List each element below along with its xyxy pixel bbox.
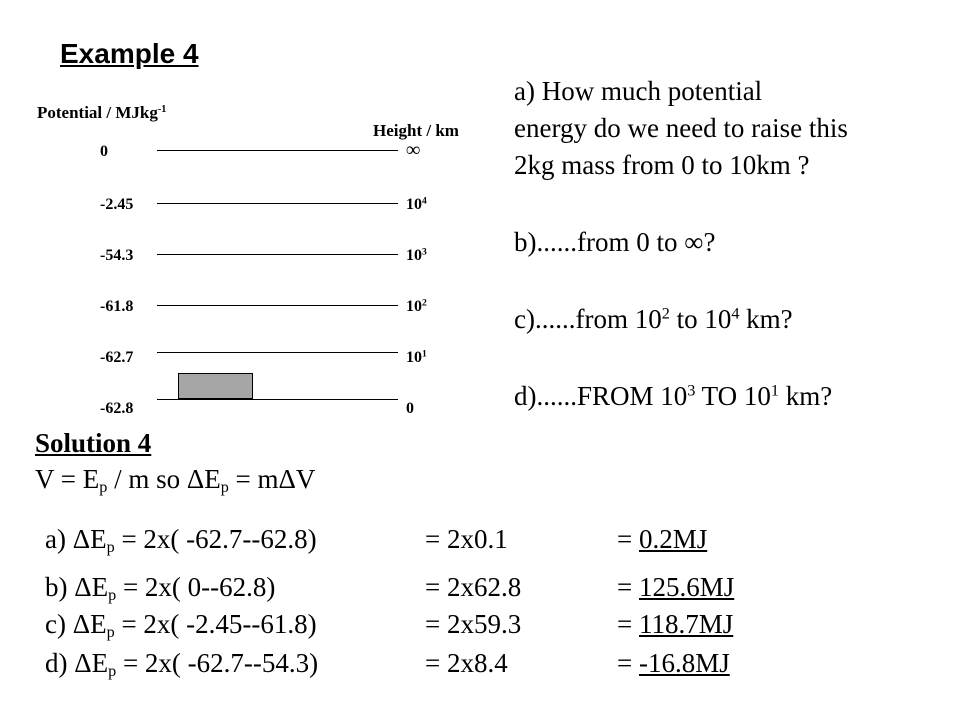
solution-answer-d: = -16.8MJ bbox=[617, 648, 730, 678]
level-line-1 bbox=[157, 203, 398, 204]
solution-answer-a: = 0.2MJ bbox=[617, 524, 708, 554]
level-line-5 bbox=[157, 399, 398, 400]
level-height-4: $10^1$ bbox=[406, 348, 427, 366]
level-height-3: $10^2$ bbox=[406, 297, 427, 315]
level-potential-0: 0 bbox=[100, 143, 108, 160]
question-a-line3: 2kg mass from 0 to 10km ? bbox=[514, 150, 810, 180]
mass-block bbox=[178, 373, 253, 399]
solution-answer-c: = 118.7MJ bbox=[617, 609, 734, 639]
level-line-0 bbox=[157, 150, 398, 151]
question-a-line1: a) How much potential bbox=[514, 76, 763, 106]
question-c: c)......from $10^2$ to $10^4$ km? bbox=[514, 304, 793, 334]
level-line-3 bbox=[157, 305, 398, 306]
solution-mid-a: = 2x0.1 bbox=[425, 524, 508, 554]
solution-answer-b: = 125.6MJ bbox=[617, 572, 735, 602]
solution-expr-a: a) $\Delta E_p = 2x$( -62.7--62.8) bbox=[45, 524, 317, 557]
solution-expr-b: b) $\Delta E_p = 2x$( 0--62.8) bbox=[45, 572, 276, 605]
level-line-2 bbox=[157, 254, 398, 255]
solution-expr-c: c) $\Delta E_p = 2x$( -2.45--61.8) bbox=[45, 609, 317, 642]
solution-mid-d: = 2x8.4 bbox=[425, 648, 508, 678]
level-potential-2: -54.3 bbox=[100, 247, 134, 264]
height-axis-label: Height / km bbox=[373, 121, 459, 140]
level-height-5: 0 bbox=[406, 400, 414, 417]
solution-mid-c: = 2x59.3 bbox=[425, 609, 522, 639]
level-height-2: $10^3$ bbox=[406, 246, 427, 264]
question-d: d)......FROM $10^3$ TO $10^1$ km? bbox=[514, 381, 833, 411]
level-potential-5: -62.8 bbox=[100, 400, 134, 417]
page-title: Example 4 bbox=[60, 38, 199, 69]
solution-title: Solution 4 bbox=[35, 428, 152, 458]
potential-axis-label: Potential / MJkg$^{-1}$ bbox=[37, 103, 167, 122]
level-height-1: $10^4$ bbox=[406, 195, 427, 213]
level-potential-1: -2.45 bbox=[100, 196, 134, 213]
solution-mid-b: = 2x62.8 bbox=[425, 572, 522, 602]
level-line-4 bbox=[157, 352, 398, 353]
question-b: b)......from 0 to ∞? bbox=[514, 227, 716, 257]
level-potential-4: -62.7 bbox=[100, 349, 134, 366]
question-a-line2: energy do we need to raise this bbox=[514, 113, 848, 143]
solution-formula: $V = E_p / m$ so $\Delta E_p = m\Delta V$ bbox=[35, 464, 316, 497]
level-potential-3: -61.8 bbox=[100, 298, 134, 315]
solution-expr-d: d) $\Delta E_p = 2x$( -62.7--54.3) bbox=[45, 648, 319, 681]
level-height-0: ∞ bbox=[406, 139, 421, 161]
